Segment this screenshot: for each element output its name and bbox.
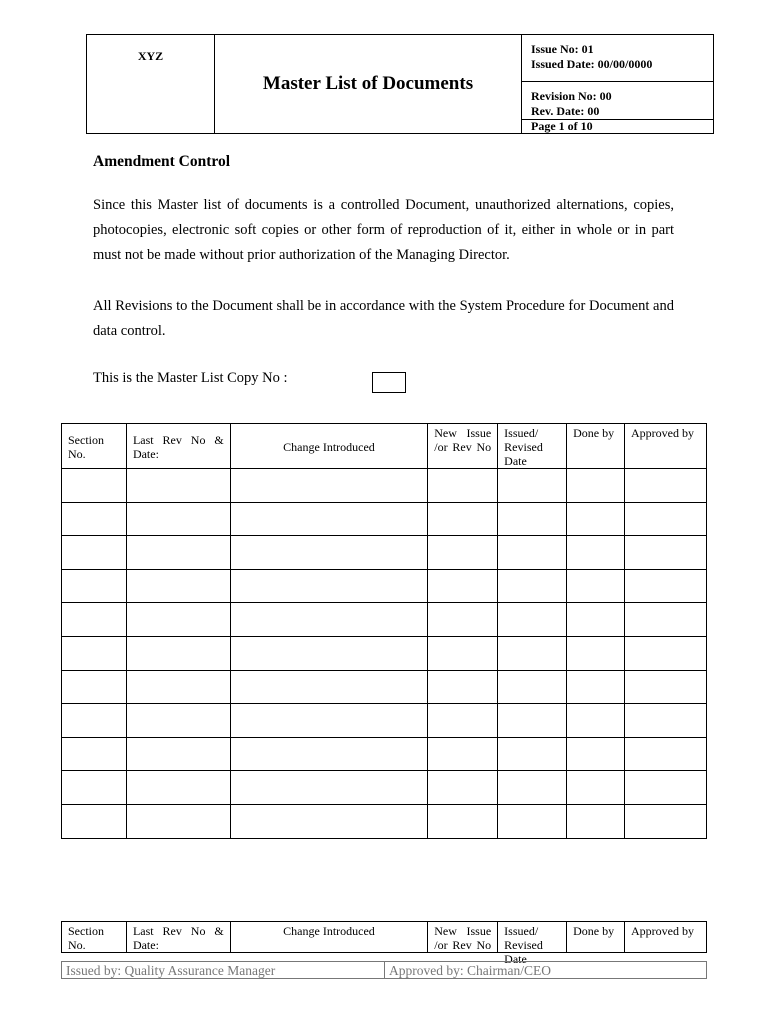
table-row <box>62 469 707 503</box>
table-cell[interactable] <box>498 536 567 570</box>
table-cell[interactable] <box>126 704 230 738</box>
revision-no: Revision No: 00 <box>531 89 612 103</box>
table-cell[interactable] <box>230 804 428 838</box>
table-row <box>62 670 707 704</box>
table-cell[interactable] <box>625 536 707 570</box>
table-cell[interactable] <box>625 502 707 536</box>
header-section-no: Section No. <box>68 924 104 952</box>
table-body <box>62 469 707 839</box>
table-cell[interactable] <box>567 536 625 570</box>
header-section-no: Section No. <box>62 424 127 469</box>
table-cell[interactable] <box>567 569 625 603</box>
table-header-row <box>62 424 707 469</box>
table-cell[interactable] <box>498 603 567 637</box>
table-cell[interactable] <box>62 569 127 603</box>
header-last-rev: Last Rev No & Date: <box>126 424 230 469</box>
table-row <box>62 502 707 536</box>
header-last-rev: Last Rev No & Date: <box>132 924 224 952</box>
table-cell[interactable] <box>567 636 625 670</box>
table-cell[interactable] <box>62 771 127 805</box>
table-cell[interactable] <box>230 502 428 536</box>
section-heading: Amendment Control <box>93 153 231 170</box>
table-cell[interactable] <box>428 737 498 771</box>
page-number: Page 1 of 10 <box>522 120 714 134</box>
table-cell[interactable] <box>428 636 498 670</box>
footer-approved-by: Approved by: Chairman/CEO <box>385 962 707 979</box>
document-header <box>86 34 714 134</box>
header-approved-by: Approved by <box>625 424 707 469</box>
table-cell[interactable] <box>62 502 127 536</box>
table-cell[interactable] <box>230 603 428 637</box>
table-cell[interactable] <box>126 737 230 771</box>
table-row <box>62 771 707 805</box>
issue-no: Issue No: 01 <box>531 42 594 56</box>
table-cell[interactable] <box>126 804 230 838</box>
table-cell[interactable] <box>126 771 230 805</box>
table-row <box>62 737 707 771</box>
table-cell[interactable] <box>625 603 707 637</box>
continued-table-header <box>61 921 707 966</box>
paragraph-controlled-document: Since this Master list of documents is a controlled Document, unauthorized alternations, copies, photocopies, electronic soft copies or other form of reproduction of it, either in whole or in part must not be made without prior authorization of the Managing Director. <box>93 197 674 263</box>
table-cell[interactable] <box>567 704 625 738</box>
copy-no-label: This is the Master List Copy No : <box>93 370 288 386</box>
table-cell[interactable] <box>625 670 707 704</box>
table-row <box>62 704 707 738</box>
header-done-by: Done by <box>567 424 625 469</box>
table-cell[interactable] <box>498 469 567 503</box>
table-cell[interactable] <box>428 502 498 536</box>
header-new-issue: New Issue /or Rev No <box>434 924 492 952</box>
document-title: Master List of Documents <box>215 35 522 134</box>
table-cell[interactable] <box>567 737 625 771</box>
table-cell[interactable] <box>625 704 707 738</box>
header-issued-revised-date: Issued/ Revised Date <box>504 924 543 966</box>
table-cell[interactable] <box>62 636 127 670</box>
table-cell[interactable] <box>567 771 625 805</box>
table-cell[interactable] <box>62 469 127 503</box>
revision-info <box>522 82 714 120</box>
table-cell[interactable] <box>567 603 625 637</box>
table-cell[interactable] <box>62 704 127 738</box>
header-change-introduced: Change Introduced <box>230 424 428 469</box>
table-cell[interactable] <box>498 804 567 838</box>
table-cell[interactable] <box>625 469 707 503</box>
table-cell[interactable] <box>428 569 498 603</box>
table-cell[interactable] <box>62 536 127 570</box>
table-cell[interactable] <box>230 469 428 503</box>
table-cell[interactable] <box>62 603 127 637</box>
table-cell[interactable] <box>498 737 567 771</box>
table-cell[interactable] <box>625 771 707 805</box>
table-cell[interactable] <box>126 502 230 536</box>
table-cell[interactable] <box>625 636 707 670</box>
table-cell[interactable] <box>625 737 707 771</box>
header-change-introduced: Change Introduced <box>283 924 375 938</box>
header-issued-revised-date: Issued/ Revised Date <box>498 424 567 469</box>
table-cell[interactable] <box>498 569 567 603</box>
table-cell[interactable] <box>62 804 127 838</box>
table-cell[interactable] <box>428 469 498 503</box>
table-cell[interactable] <box>428 704 498 738</box>
amendment-table <box>61 423 707 839</box>
table-cell[interactable] <box>126 469 230 503</box>
page-footer <box>61 961 707 979</box>
table-cell[interactable] <box>126 636 230 670</box>
copy-no-field[interactable] <box>372 372 406 393</box>
table-cell[interactable] <box>230 704 428 738</box>
table-row <box>62 536 707 570</box>
table-cell[interactable] <box>428 670 498 704</box>
table-cell[interactable] <box>498 502 567 536</box>
table-cell[interactable] <box>567 670 625 704</box>
table-cell[interactable] <box>498 636 567 670</box>
table-row <box>62 569 707 603</box>
company-name: XYZ <box>87 35 215 134</box>
table-cell[interactable] <box>230 569 428 603</box>
table-cell[interactable] <box>126 670 230 704</box>
table-cell[interactable] <box>230 737 428 771</box>
header-new-issue: New Issue /or Rev No <box>428 424 498 469</box>
table-cell[interactable] <box>62 737 127 771</box>
table-row <box>62 804 707 838</box>
table-cell[interactable] <box>567 804 625 838</box>
table-row <box>62 636 707 670</box>
table-cell[interactable] <box>428 536 498 570</box>
table-cell[interactable] <box>126 536 230 570</box>
paragraph-revisions: All Revisions to the Document shall be in accordance with the System Procedure for Document and data control. <box>93 298 674 339</box>
table-cell[interactable] <box>62 670 127 704</box>
table-cell[interactable] <box>428 603 498 637</box>
table-cell[interactable] <box>230 536 428 570</box>
table-cell[interactable] <box>498 771 567 805</box>
header-done-by: Done by <box>573 924 615 938</box>
table-cell[interactable] <box>126 569 230 603</box>
footer-issued-by: Issued by: Quality Assurance Manager <box>62 962 385 979</box>
table-cell[interactable] <box>126 603 230 637</box>
table-cell[interactable] <box>230 636 428 670</box>
table-cell[interactable] <box>428 804 498 838</box>
table-cell[interactable] <box>230 670 428 704</box>
header-approved-by: Approved by <box>631 924 695 938</box>
rev-date: Rev. Date: 00 <box>531 104 600 118</box>
issue-info <box>522 35 714 82</box>
table-cell[interactable] <box>230 771 428 805</box>
table-cell[interactable] <box>498 670 567 704</box>
table-cell[interactable] <box>567 502 625 536</box>
continued-header-row <box>62 922 707 953</box>
table-cell[interactable] <box>428 771 498 805</box>
table-cell[interactable] <box>567 469 625 503</box>
table-cell[interactable] <box>625 569 707 603</box>
issued-date: Issued Date: 00/00/0000 <box>531 57 653 71</box>
table-cell[interactable] <box>625 804 707 838</box>
table-cell[interactable] <box>498 704 567 738</box>
table-row <box>62 603 707 637</box>
